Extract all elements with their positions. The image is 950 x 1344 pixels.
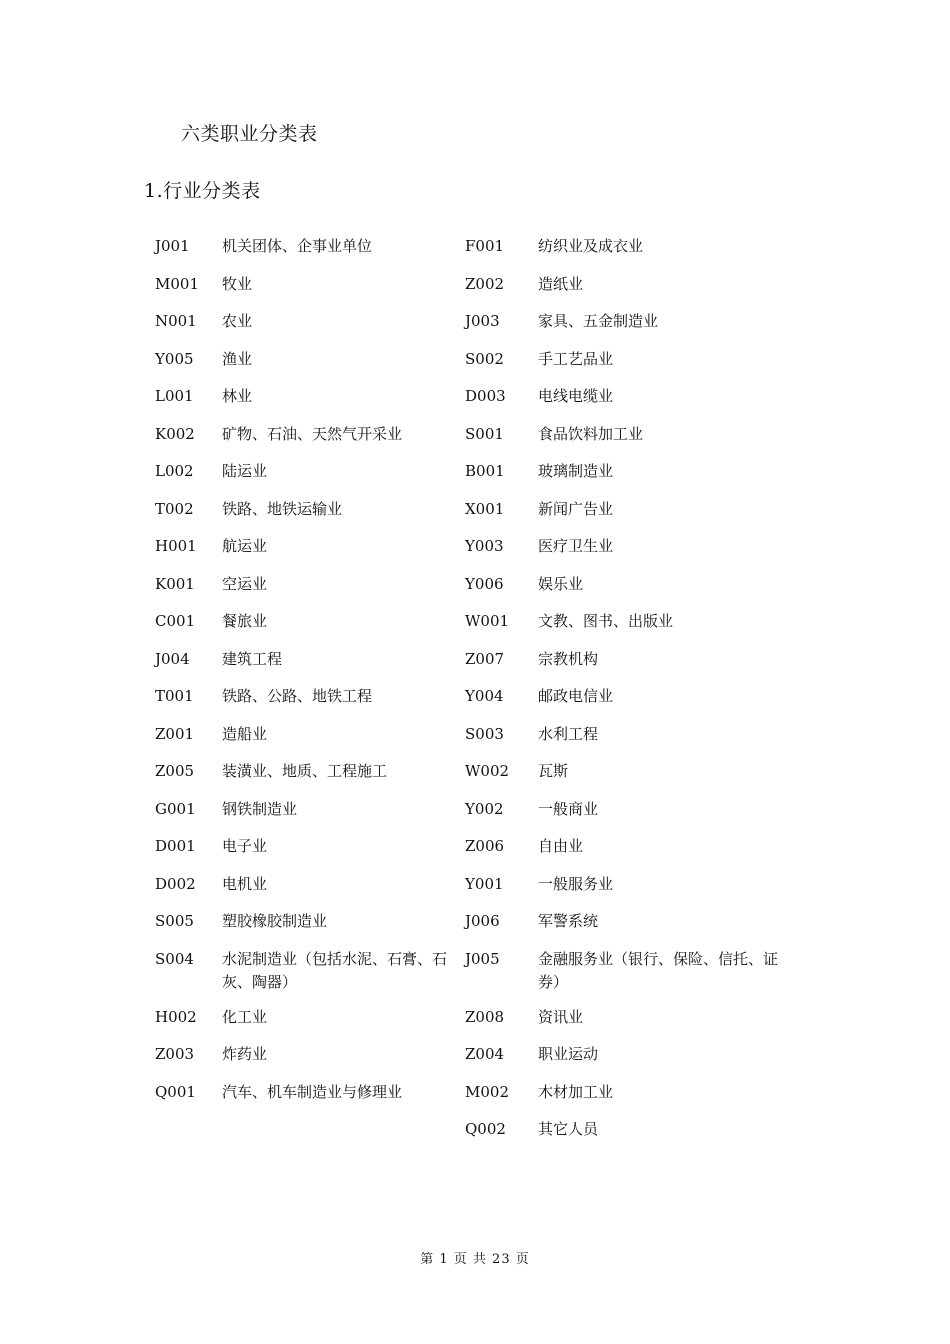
left-code: N001 <box>155 312 197 330</box>
right-name: 文教、图书、出版业 <box>538 612 674 630</box>
right-code: B001 <box>465 462 505 480</box>
table-row <box>155 760 805 798</box>
left-code: D002 <box>155 874 196 893</box>
left-name: 铁路、地铁运输业 <box>222 499 343 518</box>
table-row <box>155 648 805 686</box>
right-name: 电线电缆业 <box>538 387 614 405</box>
left-name: 化工业 <box>222 1007 268 1026</box>
table-row <box>155 1118 805 1156</box>
left-name: 空运业 <box>222 574 268 593</box>
right-code: Z007 <box>465 649 505 668</box>
right-code: Y002 <box>465 799 504 818</box>
left-name: 餐旅业 <box>222 612 268 630</box>
right-code: Q002 <box>465 1120 506 1138</box>
left-code: Z005 <box>155 762 195 780</box>
right-name: 资讯业 <box>538 1007 584 1026</box>
left-code: K001 <box>155 574 195 593</box>
left-name: 水泥制造业（包括水泥、石膏、石灰、陶器） <box>222 949 448 991</box>
table-row <box>155 310 805 348</box>
left-name: 建筑工程 <box>222 649 283 668</box>
right-code: W001 <box>465 612 510 630</box>
right-name: 职业运动 <box>538 1045 599 1063</box>
right-name: 造纸业 <box>538 274 584 293</box>
section-title: 1.行业分类表 <box>144 180 261 202</box>
left-name: 航运业 <box>222 537 268 555</box>
table-row <box>155 385 805 423</box>
left-name: 铁路、公路、地铁工程 <box>222 687 373 705</box>
left-name: 炸药业 <box>222 1045 268 1063</box>
left-name: 装潢业、地质、工程施工 <box>222 762 388 780</box>
industry-classification-table <box>155 235 805 1156</box>
left-name: 牧业 <box>222 274 253 293</box>
right-name: 一般服务业 <box>538 874 614 893</box>
left-code: C001 <box>155 612 196 630</box>
right-name: 家具、五金制造业 <box>538 312 659 330</box>
right-code: Z002 <box>465 274 505 293</box>
left-name: 电机业 <box>222 874 268 893</box>
left-code: J001 <box>155 237 190 255</box>
right-name: 宗教机构 <box>538 649 599 668</box>
right-name: 邮政电信业 <box>538 687 614 705</box>
left-code: Y005 <box>155 349 194 368</box>
right-code: Y001 <box>465 874 504 893</box>
left-code: S004 <box>155 949 194 968</box>
table-row <box>155 273 805 311</box>
right-code: X001 <box>465 499 505 518</box>
left-name: 陆运业 <box>222 462 268 480</box>
table-row <box>155 460 805 498</box>
left-code: G001 <box>155 799 196 818</box>
page-indicator: 第 1 页 共 23 页 <box>420 1252 530 1267</box>
right-code: Y003 <box>465 537 504 555</box>
document-title: 六类职业分类表 <box>181 123 318 145</box>
table-row <box>155 910 805 948</box>
table-row <box>155 573 805 611</box>
table-row <box>155 835 805 873</box>
table-row <box>155 348 805 386</box>
table-row <box>155 423 805 461</box>
left-code: M001 <box>155 274 199 293</box>
right-code: Y004 <box>465 687 504 705</box>
right-code: S001 <box>465 424 504 443</box>
right-name: 军警系统 <box>538 912 599 930</box>
right-name: 医疗卫生业 <box>538 537 614 555</box>
right-name: 手工艺品业 <box>538 349 614 368</box>
left-code: D001 <box>155 837 196 855</box>
right-name: 食品饮料加工业 <box>538 424 644 443</box>
left-code: Q001 <box>155 1082 196 1101</box>
right-code: D003 <box>465 387 506 405</box>
table-row <box>155 610 805 648</box>
table-row <box>155 1081 805 1119</box>
right-name: 新闻广告业 <box>538 499 614 518</box>
right-name: 纺织业及成衣业 <box>538 237 644 255</box>
left-name: 电子业 <box>222 837 268 855</box>
right-name: 玻璃制造业 <box>538 462 614 480</box>
right-code: Y006 <box>465 574 504 593</box>
right-name: 瓦斯 <box>538 762 569 780</box>
left-name: 钢铁制造业 <box>222 799 298 818</box>
right-code: F001 <box>465 237 505 255</box>
right-code: M002 <box>465 1082 509 1101</box>
right-code: Z006 <box>465 837 505 855</box>
left-name: 渔业 <box>222 349 253 368</box>
right-code: Z004 <box>465 1045 505 1063</box>
right-name: 金融服务业（银行、保险、信托、证券） <box>538 949 779 991</box>
table-row <box>155 1043 805 1081</box>
table-row <box>155 235 805 273</box>
left-code: H002 <box>155 1007 197 1026</box>
right-code: J005 <box>465 949 500 968</box>
table-row <box>155 1006 805 1044</box>
left-name: 矿物、石油、天然气开采业 <box>222 424 403 443</box>
right-name: 其它人员 <box>538 1120 599 1138</box>
right-name: 自由业 <box>538 837 584 855</box>
right-code: J003 <box>465 312 500 330</box>
right-name: 水利工程 <box>538 724 599 743</box>
left-code: T001 <box>155 687 194 705</box>
left-code: H001 <box>155 537 197 555</box>
right-code: S003 <box>465 724 504 743</box>
right-name: 木材加工业 <box>538 1082 614 1101</box>
left-code: L002 <box>155 462 194 480</box>
left-code: L001 <box>155 387 194 405</box>
table-row <box>155 948 805 1006</box>
table-row <box>155 535 805 573</box>
left-name: 汽车、机车制造业与修理业 <box>222 1082 403 1101</box>
left-name: 林业 <box>222 387 253 405</box>
left-name: 农业 <box>222 312 253 330</box>
left-code: Z003 <box>155 1045 195 1063</box>
right-code: S002 <box>465 349 504 368</box>
left-name: 造船业 <box>222 724 268 743</box>
left-code: T002 <box>155 499 194 518</box>
right-code: Z008 <box>465 1007 505 1026</box>
left-name: 机关团体、企事业单位 <box>222 237 373 255</box>
right-name: 娱乐业 <box>538 574 584 593</box>
left-name: 塑胶橡胶制造业 <box>222 912 328 930</box>
right-code: W002 <box>465 762 510 780</box>
right-code: J006 <box>465 912 500 930</box>
left-code: S005 <box>155 912 194 930</box>
table-row <box>155 873 805 911</box>
right-name: 一般商业 <box>538 799 599 818</box>
left-code: K002 <box>155 424 195 443</box>
table-row <box>155 685 805 723</box>
left-code: Z001 <box>155 724 195 743</box>
table-row <box>155 723 805 761</box>
table-row <box>155 498 805 536</box>
left-code: J004 <box>155 649 190 668</box>
table-row <box>155 798 805 836</box>
